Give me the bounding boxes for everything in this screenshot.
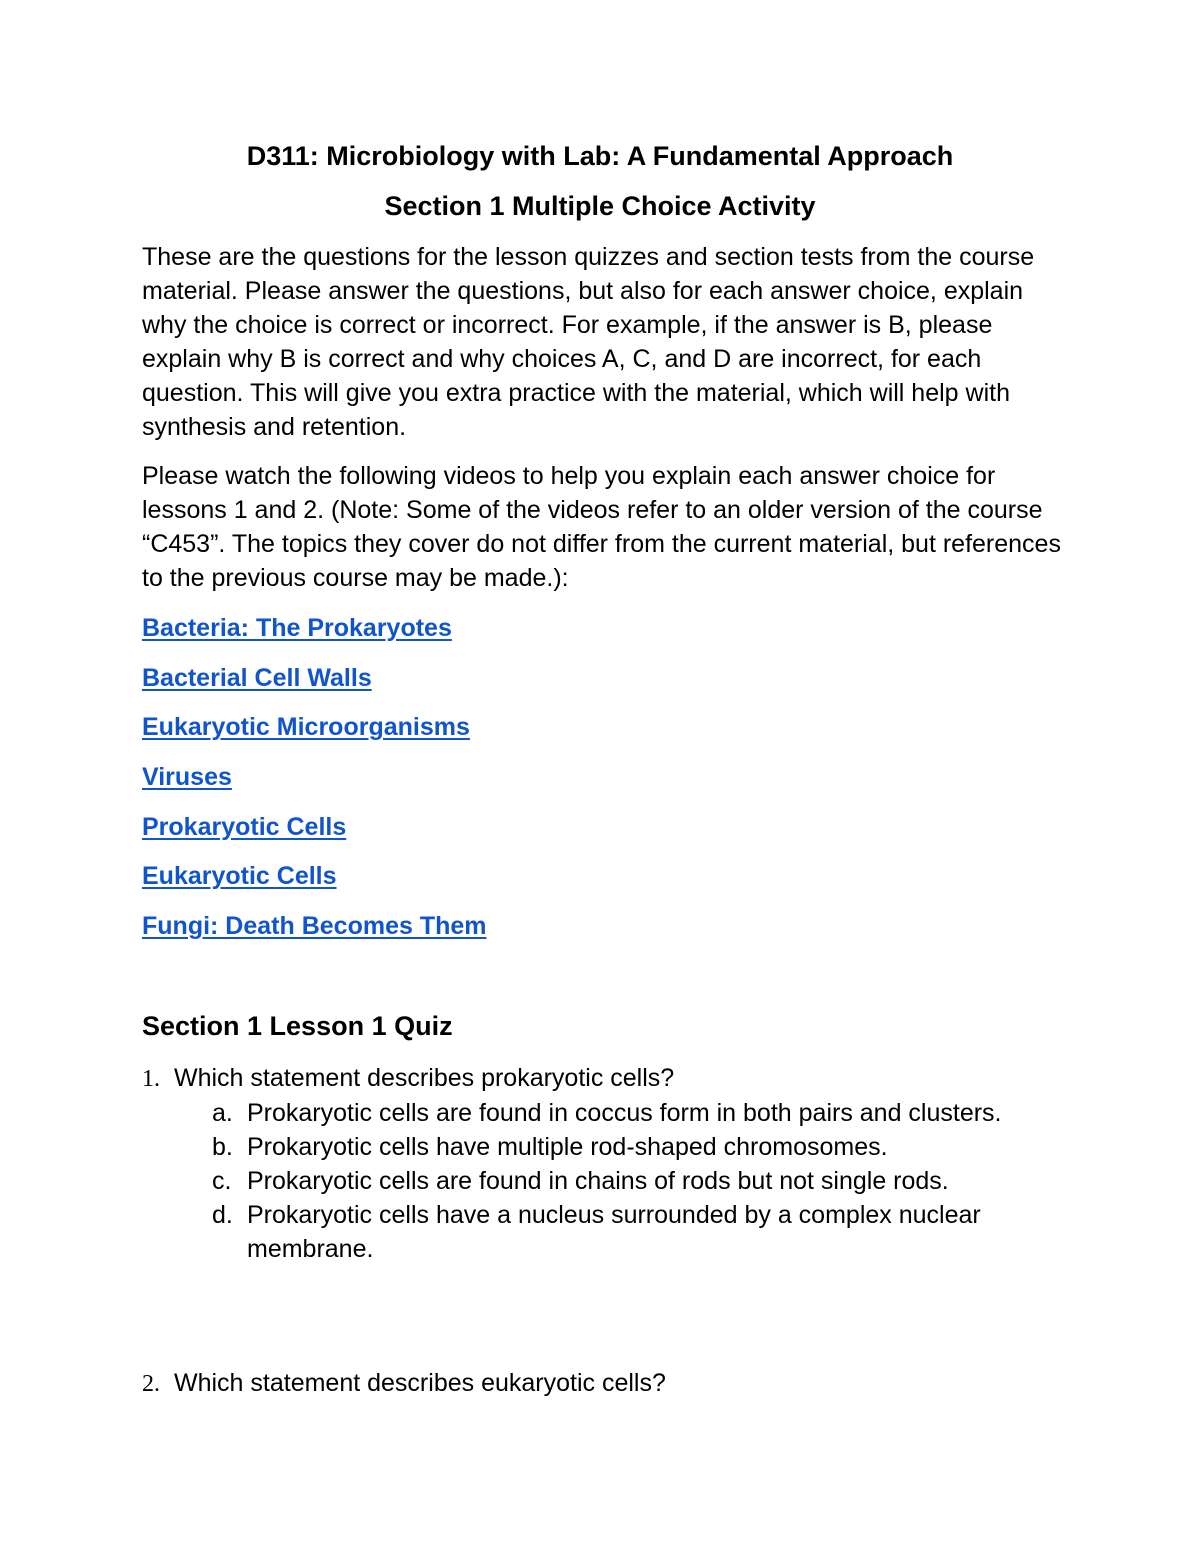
intro-paragraph: These are the questions for the lesson quizzes and section tests from the course material. Please answer the questions, but also for each answer choice, explain why the choice is correct or incorrect. For example, if the answer is B, please explain why B is correct and why choices A, C, and D are incorrect, for each question. This will give you extra practice with the material, which will help with synthesis and retention. (142, 243, 1035, 441)
answer-choice-c (142, 1164, 1082, 1198)
document-subtitle: Section 1 Multiple Choice Activity (384, 191, 816, 221)
list-item (142, 809, 487, 859)
list-item (142, 660, 487, 710)
quiz-heading: Section 1 Lesson 1 Quiz (142, 1011, 453, 1041)
video-link-bacterial-cell-walls[interactable]: Bacterial Cell Walls (142, 663, 372, 692)
video-link-eukaryotic-microorganisms[interactable]: Eukaryotic Microorganisms (142, 713, 470, 742)
video-link-prokaryotic-cells[interactable]: Prokaryotic Cells (142, 812, 347, 841)
videos-paragraph: Please watch the following videos to help you explain each answer choice for lessons 1 and 2. (Note: Some of the videos refer to an older version of the course “C453”. The topics they cover do not differ from the current material, but references to the previous course may be made.): (142, 462, 1061, 592)
choice-letter: a. (212, 1099, 233, 1127)
choice-letter: b. (212, 1133, 233, 1161)
choice-text: Prokaryotic cells are found in coccus form in both pairs and clusters. (247, 1099, 1002, 1127)
question-number: 1. (142, 1066, 160, 1092)
choice-text: Prokaryotic cells have a nucleus surrounded by a complex nuclear membrane. (247, 1201, 981, 1263)
choice-text: Prokaryotic cells have multiple rod-shaped chromosomes. (247, 1133, 888, 1161)
choice-text: Prokaryotic cells are found in chains of rods but not single rods. (247, 1167, 949, 1195)
choice-letter: c. (212, 1167, 232, 1195)
video-link-list (142, 610, 487, 958)
answer-choice-b (142, 1130, 1082, 1164)
list-item (142, 709, 487, 759)
list-item (142, 908, 487, 958)
question-text: Which statement describes eukaryotic cells? (174, 1369, 666, 1397)
question-text: Which statement describes prokaryotic cells? (174, 1064, 675, 1092)
document-title: D311: Microbiology with Lab: A Fundamental Approach (246, 141, 954, 171)
list-item (142, 759, 487, 809)
question-2 (142, 1366, 1082, 1401)
video-link-eukaryotic-cells[interactable]: Eukaryotic Cells (142, 862, 337, 891)
answer-choice-a (142, 1096, 1082, 1130)
video-link-viruses[interactable]: Viruses (142, 763, 232, 792)
answer-choices (142, 1096, 1082, 1266)
video-link-bacteria-prokaryotes[interactable]: Bacteria: The Prokaryotes (142, 614, 452, 642)
question-number: 2. (142, 1371, 160, 1397)
list-item (142, 610, 487, 660)
list-item (142, 858, 487, 908)
question-1-stem (142, 1061, 1082, 1096)
answer-choice-d (142, 1198, 1082, 1266)
question-2-stem (142, 1366, 1082, 1401)
choice-letter: d. (212, 1201, 233, 1229)
video-link-fungi[interactable]: Fungi: Death Becomes Them (142, 912, 487, 941)
question-1 (142, 1061, 1082, 1266)
